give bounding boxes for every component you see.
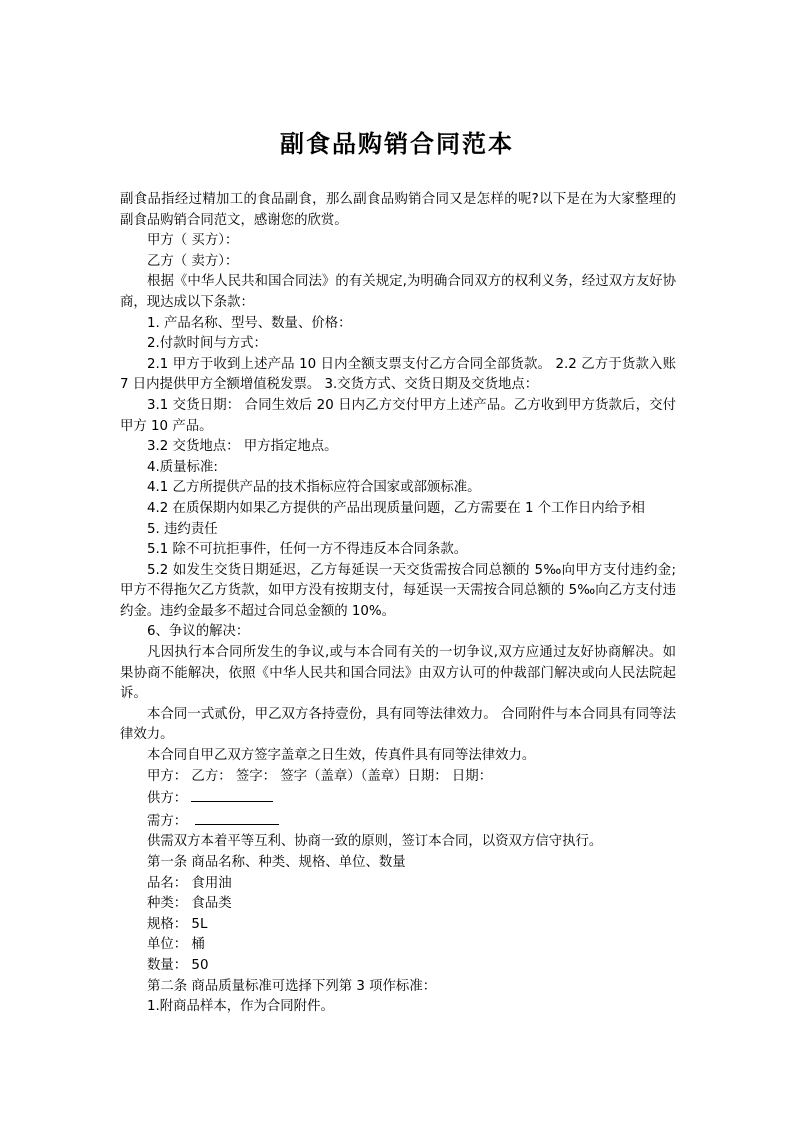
article-1-title: 第一条 商品名称、种类、规格、单位、数量 — [147, 855, 406, 870]
clause-4-1: 4.1 乙方所提供产品的技术指标应符合国家或部颁标准。 — [147, 480, 481, 496]
principle-line: 供需双方本着平等互利、协商一致的原则，签订本合同，以资双方信守执行。 — [147, 834, 603, 850]
party-a-line: 甲方（ 买方）： — [147, 233, 239, 249]
clause-1: 1. 产品名称、型号、数量、价格： — [147, 315, 352, 331]
clause-4-2: 4.2 在质保期内如果乙方提供的产品出现质量问题，乙方需要在 1 个工作日内给予相 — [147, 500, 645, 516]
product-name: 品名： 食用油 — [147, 875, 232, 891]
clause-3-1: 3.1 交货日期： 合同生效后 20 日内乙方交付甲方上述产品。乙方收到甲方货款后，交付甲方 10 产品。 — [120, 397, 676, 434]
dispute-paragraph: 凡因执行本合同所发生的争议,或与本合同有关的一切争议,双方应通过友好协商解决。如果协商不能解决，依照《中华人民共和国合同法》由双方认可的仲裁部门解决或向人民法院起诉。 — [120, 645, 676, 702]
clause-2: 2.付款时间与方式： — [147, 336, 267, 352]
supplier-label: 供方： — [147, 791, 188, 807]
clause-5-2: 5.2 如发生交货日期延迟，乙方每延误一天交货需按合同总额的 5‰向甲方支付违约金;甲方不得拖欠乙方货款，如甲方没有按期支付，每延误一天需按合同总额的 5‰向乙方支付违约金。违约金最多不超过合同总金额的 10%。 — [120, 562, 676, 619]
article-2-title: 第二条 商品质量标准可选择下列第 3 项作标准： — [147, 978, 437, 994]
product-spec: 规格： 5L — [147, 916, 208, 932]
copies-paragraph: 本合同一式贰份，甲乙双方各持壹份，具有同等法律效力。 合同附件与本合同具有同等法律效力。 — [120, 706, 676, 743]
clause-5-1: 5.1 除不可抗拒事件，任何一方不得违反本合同条款。 — [147, 542, 468, 558]
buyer-blank — [195, 810, 279, 825]
product-unit: 单位： 桶 — [147, 937, 205, 953]
clause-3-2: 3.2 交货地点： 甲方指定地点。 — [147, 439, 338, 455]
supplier-blank — [191, 787, 273, 802]
clause-4: 4.质量标准: — [147, 459, 218, 475]
document-body — [120, 190, 676, 1018]
intro-paragraph: 副食品指经过精加工的食品副食，那么副食品购销合同又是怎样的呢?以下是在为大家整理的副食品购销合同范文，感谢您的欣赏。 — [120, 192, 676, 228]
document-title: 副食品购销合同范本 — [280, 130, 514, 158]
party-b-line: 乙方（ 卖方）： — [147, 253, 239, 269]
clause-6: 6、争议的解决： — [147, 624, 250, 640]
signature-line: 甲方： 乙方： 签字： 签字（盖章）（盖章）日期： 日期： — [147, 768, 493, 784]
article-2-item-1: 1.附商品样本，作为合同附件。 — [147, 999, 334, 1015]
buyer-label: 需方： — [147, 813, 188, 829]
effective-paragraph: 本合同自甲乙双方签字盖章之日生效，传真件具有同等法律效力。 — [147, 748, 536, 764]
buyer-line — [120, 810, 676, 833]
basis-paragraph: 根据《中华人民共和国合同法》的有关规定,为明确合同双方的权利义务，经过双方友好协商，现达成以下条款： — [120, 274, 676, 310]
clause-2-1: 2.1 甲方于收到上述产品 10 日内全额支票支付乙方合同全部货款。 2.2 乙方于货款入账 7 日内提供甲方全额增值税发票。 3.交货方式、交货日期及交货地点： — [120, 356, 676, 393]
supplier-line — [120, 787, 676, 810]
product-type: 种类： 食品类 — [147, 896, 232, 912]
product-quantity: 数量： 50 — [147, 957, 209, 973]
clause-5: 5. 违约责任 — [147, 521, 218, 537]
